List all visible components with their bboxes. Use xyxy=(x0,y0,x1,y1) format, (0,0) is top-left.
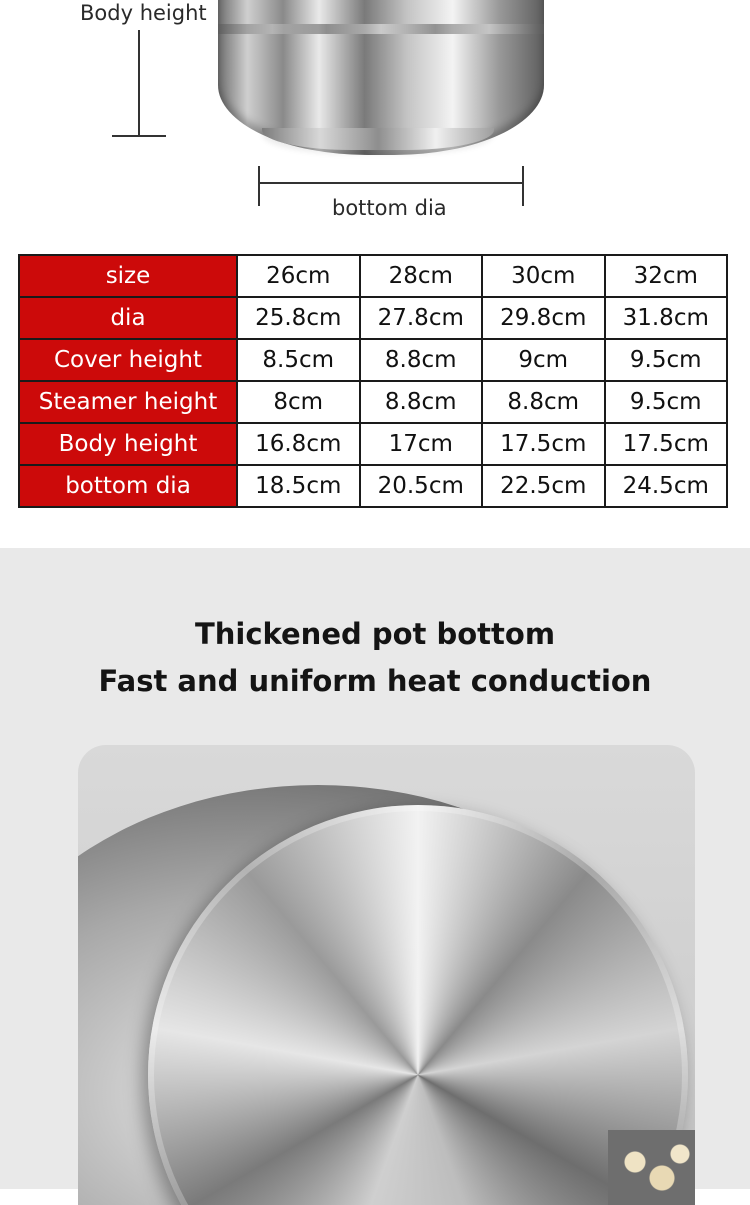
body-height-line xyxy=(138,30,140,136)
pot-band-line xyxy=(218,24,544,34)
table-cell: 32cm xyxy=(605,255,728,297)
feature-headline: Thickened pot bottom xyxy=(194,617,556,651)
table-cell: 17.5cm xyxy=(605,423,728,465)
table-cell: 9.5cm xyxy=(605,339,728,381)
feature-subheadline: Fast and uniform heat conduction xyxy=(98,664,652,698)
row-header: bottom dia xyxy=(19,465,237,507)
table-cell: 25.8cm xyxy=(237,297,360,339)
bottom-dia-tick-right xyxy=(522,166,524,206)
table-cell: 22.5cm xyxy=(482,465,605,507)
table-cell: 8.8cm xyxy=(360,339,483,381)
row-header: dia xyxy=(19,297,237,339)
table-cell: 27.8cm xyxy=(360,297,483,339)
row-header: Cover height xyxy=(19,339,237,381)
table-row xyxy=(19,465,727,507)
table-cell: 8cm xyxy=(237,381,360,423)
table-row xyxy=(19,381,727,423)
row-header: size xyxy=(19,255,237,297)
table-cell: 17.5cm xyxy=(482,423,605,465)
table-cell: 18.5cm xyxy=(237,465,360,507)
table-cell: 26cm xyxy=(237,255,360,297)
dimension-diagram-section xyxy=(0,0,750,548)
table-cell: 31.8cm xyxy=(605,297,728,339)
pot-bottom-photo xyxy=(78,745,695,1205)
row-header: Steamer height xyxy=(19,381,237,423)
table-cell: 20.5cm xyxy=(360,465,483,507)
table-cell: 9cm xyxy=(482,339,605,381)
table-row xyxy=(19,339,727,381)
bottom-dia-label: bottom dia xyxy=(332,196,447,220)
grain-background-image xyxy=(608,1130,695,1205)
table-cell: 8.8cm xyxy=(360,381,483,423)
table-row xyxy=(19,255,727,297)
table-row xyxy=(19,297,727,339)
table-cell: 8.5cm xyxy=(237,339,360,381)
table-row xyxy=(19,423,727,465)
table-cell: 24.5cm xyxy=(605,465,728,507)
table-cell: 17cm xyxy=(360,423,483,465)
table-cell: 30cm xyxy=(482,255,605,297)
body-height-tick xyxy=(112,135,166,137)
table-cell: 28cm xyxy=(360,255,483,297)
bottom-dia-line xyxy=(260,182,524,184)
spec-table xyxy=(18,254,728,508)
bottom-dia-tick-left xyxy=(258,166,260,206)
table-cell: 16.8cm xyxy=(237,423,360,465)
table-cell: 9.5cm xyxy=(605,381,728,423)
table-cell: 29.8cm xyxy=(482,297,605,339)
table-cell: 8.8cm xyxy=(482,381,605,423)
row-header: Body height xyxy=(19,423,237,465)
body-height-label: Body height xyxy=(80,1,207,25)
